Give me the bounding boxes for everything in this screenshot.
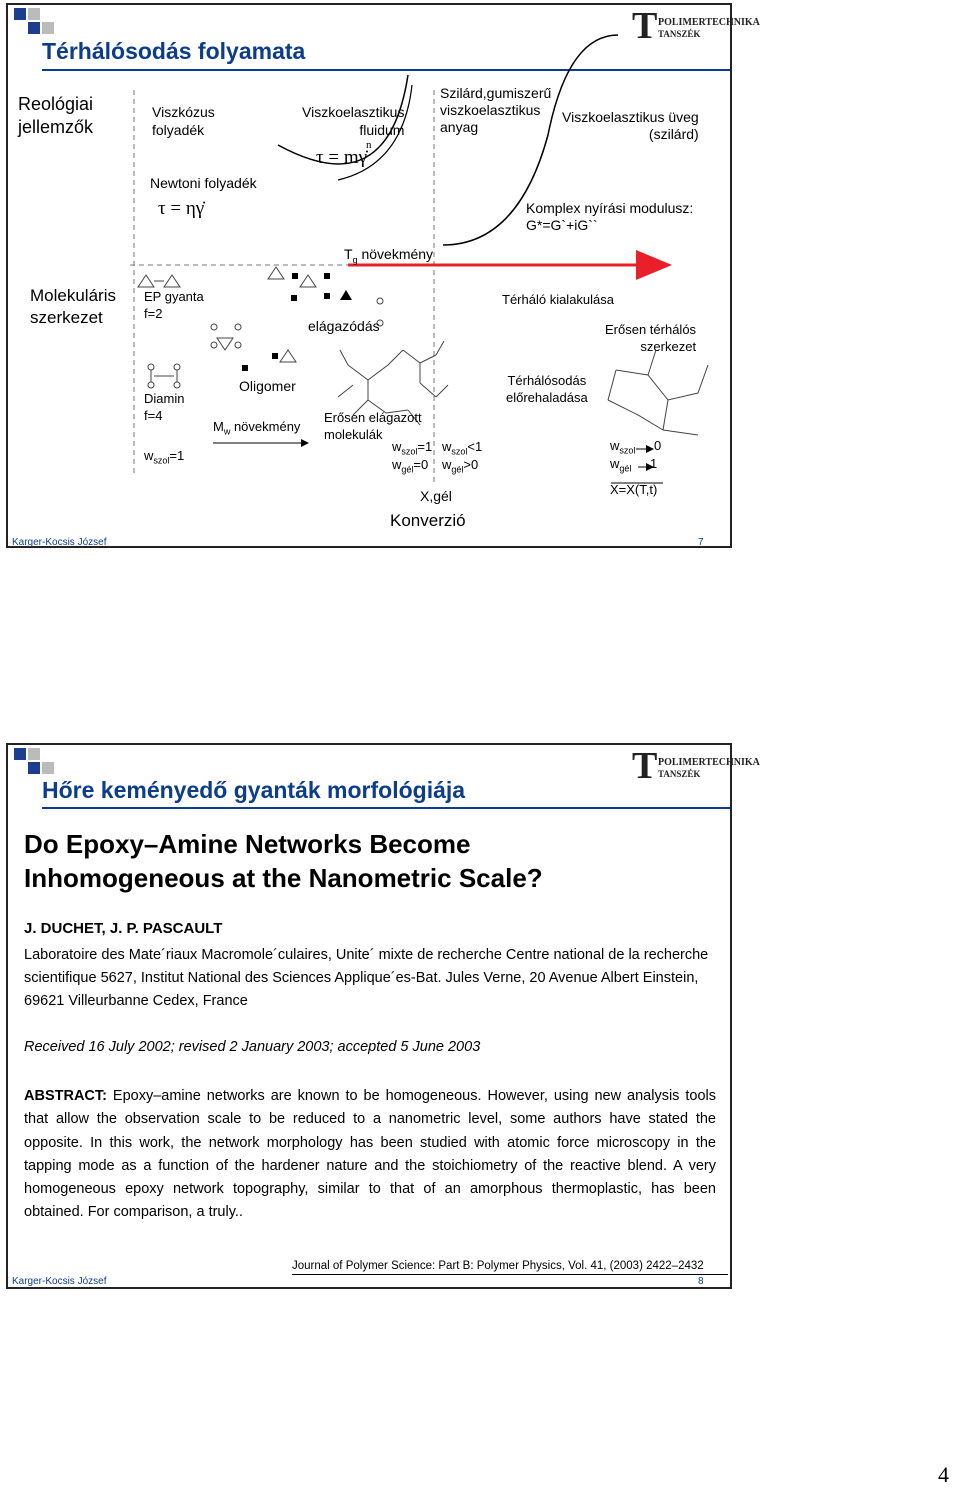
paper-received: Received 16 July 2002; revised 2 January 2003; accepted 5 June 2003 xyxy=(24,1039,481,1055)
xtt: X=X(T,t) xyxy=(610,482,658,497)
slide-title: Hőre keményedő gyanták morfológiája xyxy=(42,777,466,803)
wszol-zero: 0 xyxy=(654,438,662,453)
state-szilard-gumi: Szilárd,gumiszerű viszkoelasztikus anyag xyxy=(440,85,552,135)
slide-title: Térhálósodás folyamata xyxy=(42,38,306,64)
mw-novekmeny: $M_w$ növekmény xyxy=(213,419,301,437)
paper-title: Do Epoxy–Amine Networks Become Inhomogeneous at the Nanometric Scale? xyxy=(24,829,543,893)
footer-author: Karger-Kocsis József xyxy=(12,1276,107,1287)
journal-underline xyxy=(292,1274,728,1275)
deco-square-icon xyxy=(28,748,40,760)
paper-authors: J. DUCHET, J. P. PASCAULT xyxy=(24,920,223,937)
diamin: Diamin f=4 xyxy=(144,391,185,423)
logo-line2: TANSZÉK xyxy=(658,769,701,779)
footer-page: 8 xyxy=(698,1276,704,1287)
power-equation: τ = mγ̇ xyxy=(316,147,368,168)
wgel-gt0: $w_{gél}>0$ xyxy=(442,457,479,475)
erosen-elagazott: Erősen elágazott molekulák xyxy=(324,410,422,442)
sheet-page-number: 4 xyxy=(938,1462,949,1487)
slide-morfologia xyxy=(6,743,760,1289)
ep-gyanta: EP gyanta f=2 xyxy=(144,289,204,321)
logo-line2: TANSZÉK xyxy=(658,29,701,39)
wgel-one: 1 xyxy=(650,456,658,471)
state-viszkozus: Viszkózus folyadék xyxy=(152,104,215,138)
xgel: X,gél xyxy=(420,488,452,504)
wszol-limit: $w_{szol}$ xyxy=(610,438,636,456)
wgel-limit: $w_{gél}$ xyxy=(610,456,632,474)
logo-letter: T xyxy=(632,5,658,47)
oligomer: Oligomer xyxy=(239,378,296,394)
paper-affiliation: Laboratoire des Mate´riaux Macromole´culaires, Unite´ mixte de recherche Centre national de la recherche scientifique 5627, Institut National des Sciences Applique´es-Bat. Jules Verne, 20 Avenue Albert Einstein, 69621 Villeurbanne Cedex, France xyxy=(24,947,709,1009)
logo-line1: POLIMERTECHNIKA xyxy=(658,17,760,28)
terhalo-kialakulasa: Térháló kialakulása xyxy=(502,292,615,307)
deco-square-icon xyxy=(28,762,40,774)
komplex-modulus: Komplex nyírási modulusz: G*=G`+iG`` xyxy=(526,200,694,233)
wszol-lt1: $w_{szol}<1$ xyxy=(442,439,483,457)
tg-label: $T_g$ növekmény xyxy=(344,246,434,265)
journal-reference: Journal of Polymer Science: Part B: Polymer Physics, Vol. 41, (2003) 2422–2432 xyxy=(292,1260,704,1272)
wszol-left: $w_{szol}=1$ xyxy=(144,448,185,466)
terhalosodas-elorehaladasa: Térhálósodás előrehaladása xyxy=(506,373,588,405)
logo-line1: POLIMERTECHNIKA xyxy=(658,757,760,768)
konverzio: Konverzió xyxy=(390,511,466,530)
deco-square-icon xyxy=(14,748,26,760)
deco-square-icon xyxy=(42,762,54,774)
label-molekularis: Molekuláris szerkezet xyxy=(30,286,116,327)
state-viszkoelasztikus-fluidum: Viszkoelasztikus fluidum xyxy=(302,104,405,138)
wgel-0: $w_{gél}=0$ xyxy=(392,457,429,475)
erosen-terhalos: Erősen térhálós szerkezet xyxy=(605,322,697,354)
wszol-1: $w_{szol}=1$ xyxy=(392,439,433,457)
state-uveg: Viszkoelasztikus üveg (szilárd) xyxy=(562,109,699,142)
logo-letter: T xyxy=(632,745,658,787)
newtoni-equation: τ = ηγ̇ xyxy=(158,198,205,219)
label-reologiai: Reológiai jellemzők xyxy=(18,94,94,137)
footer-author: Karger-Kocsis József xyxy=(12,537,107,548)
power-exponent: n xyxy=(366,139,372,151)
slide-terhalosodas xyxy=(6,3,760,548)
title-underline xyxy=(42,807,730,809)
dense-network-icon xyxy=(608,350,708,435)
footer-page: 7 xyxy=(698,537,704,548)
state-newtoni: Newtoni folyadék xyxy=(150,175,257,191)
elagazodas: elágazódás xyxy=(308,318,380,334)
paper-abstract: ABSTRACT: Epoxy–amine networks are known to be homogeneous. However, using new analysis tools that allow the observation scale to be reduced to a nanometric level, some authors have stated the opposite. In this work, the network morphology has been studied with atomic force microscopy in the tapping mode as a function of the hardener nature and the stoichiometry of the reactive blend. A very homogeneous epoxy network topography, similar to that of an amorphous thermoplastic, has been obtained. For comparison, a truly.. xyxy=(24,1088,716,1221)
